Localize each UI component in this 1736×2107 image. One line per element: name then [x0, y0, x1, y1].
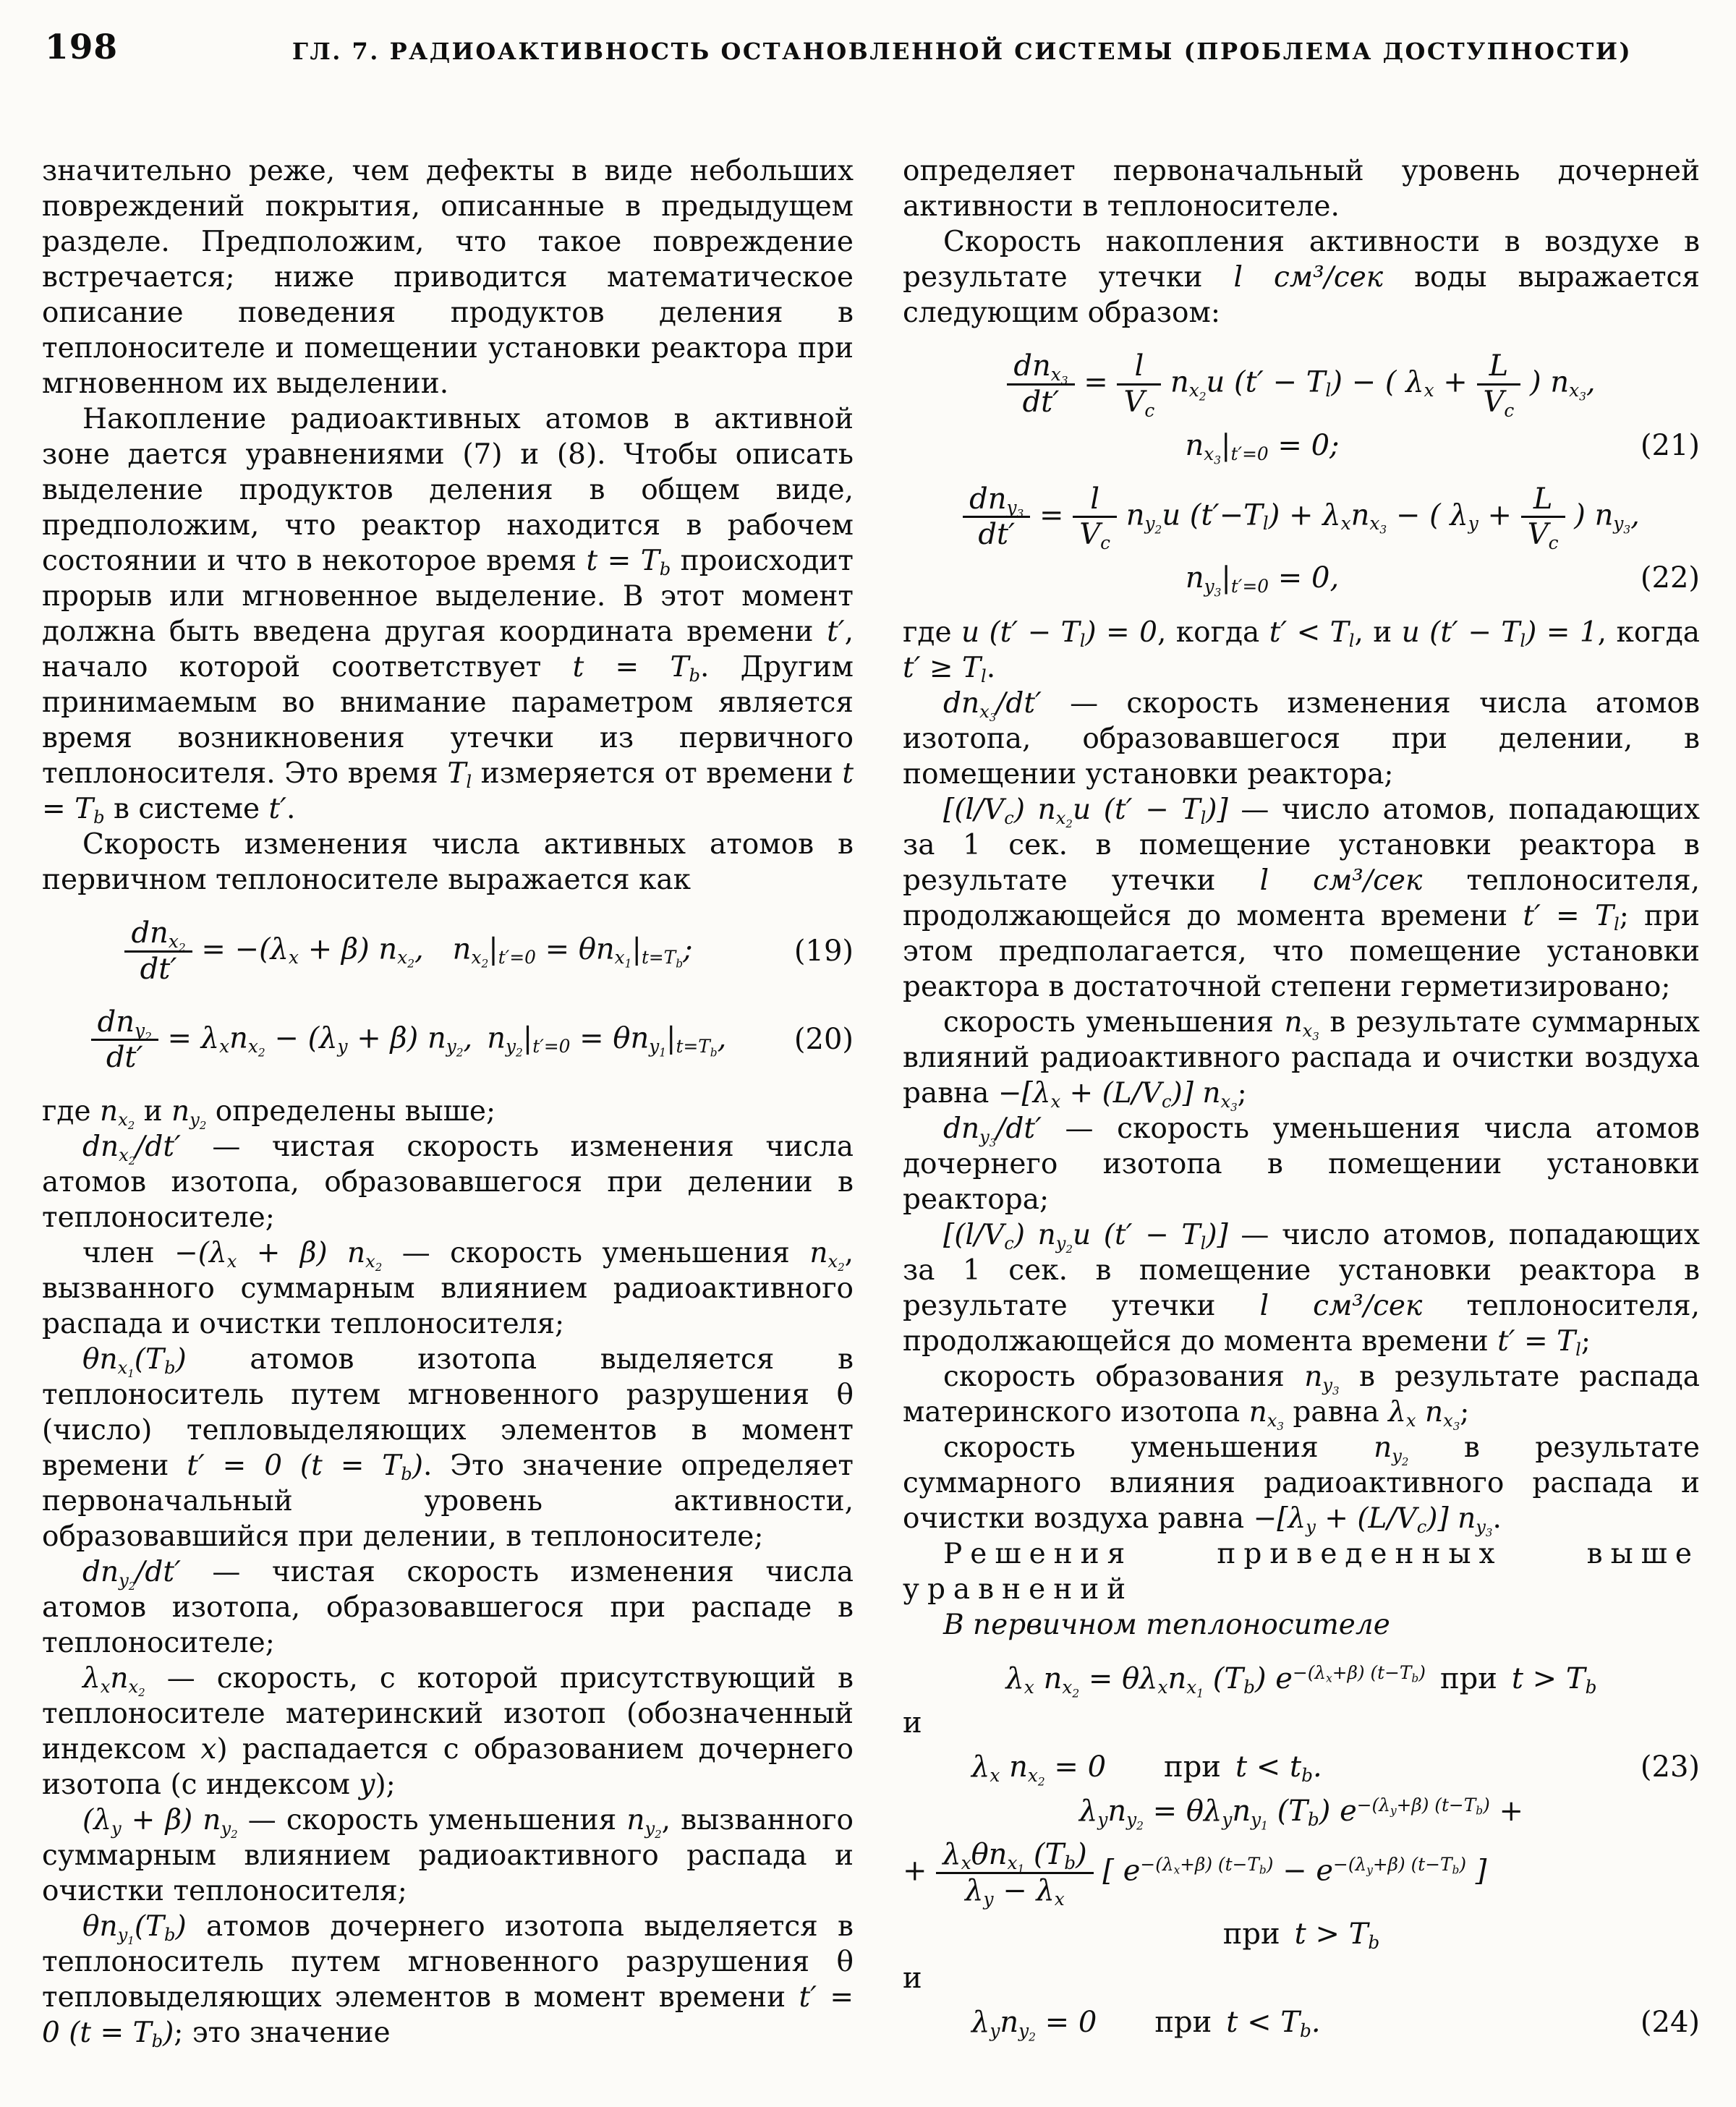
equation-19	[42, 916, 854, 987]
right-column	[903, 153, 1700, 2059]
equation-line: + $\frac{\lambda_x\theta n_{x_1} (T_b)}{\lambda_y - \lambda_x}$ [ $e^{-(\lambda_x+\beta) (t-T_b)} - e^{-(\lambda_y+\beta) (t-T_b)}$ ]	[903, 1838, 1487, 1910]
paragraph: Решения приведенных выше уравнений	[903, 1538, 1700, 1606]
equation-line: и	[903, 1961, 922, 1995]
equation-21	[903, 349, 1700, 467]
equation-20	[42, 1005, 854, 1076]
paragraph: член $-(\lambda_x + \beta)$ $n_{x_2}$ — скорость уменьшения $n_{x_2}$, вызванного суммарным влиянием радиоактивного распада и очистки теплоносителя;	[42, 1237, 854, 1341]
equation-line: $\lambda_x$ $n_{x_2} = \theta\lambda_xn_{x_1}$ $(T_b)$ $e^{-(\lambda_x+\beta) (t-T_b)}$ при $t > T_b$	[1005, 1661, 1597, 1701]
paragraph: [$(l/V_c)$ $n_{x_2}u$ $(t' - T_l)$] — число атомов, попадающих за 1 сек. в помещение установки реактора в результате утечки l см³/сек теплоносителя, продолжающейся до момента времени $t' = T_l$; при этом предполагается, что помещение установки реактора в достаточной степени герметизировано;	[903, 793, 1700, 1004]
paragraph: скорость уменьшения $n_{x_3}$ в результате суммарных влияний радиоактивного распада и очистки воздуха равна $-[\lambda_x + (L/V_c)]$ $n_{x_3}$;	[903, 1006, 1701, 1115]
paragraph: $dn_{x_3}/dt'$ — скорость изменения числа атомов изотопа, образовавшегося при делении, в помещении установки реактора;	[903, 687, 1700, 791]
paragraph: $dn_{x_2}/dt'$ — чистая скорость изменения числа атомов изотопа, образовавшегося при делении в теплоносителе;	[42, 1131, 854, 1235]
paragraph: значительно реже, чем дефекты в виде небольших повреждений покрытия, описанные в предыдущем разделе. Предположим, что такое повреждение встречается; ниже приводится математическое описание поведения продуктов деления в теплоносителе и помещении установки реактора при мгновенном их выделении.	[42, 155, 854, 400]
paragraph: где $n_{x_2}$ и $n_{y_2}$ определены выше;	[42, 1095, 496, 1133]
paragraph: Скорость накопления активности в воздухе в результате утечки l см³/сек воды выражается следующим образом:	[903, 226, 1700, 329]
equation-number: (22)	[1640, 561, 1700, 595]
equation-line: $\frac{dn_{x_3}}{dt'}$ = $\frac{l}{V_c}$ $n_{x_2}u$ $(t' - T_l)$ − ( $\lambda_x$ + $\frac{L}{V_c}$ ) $n_{x_3}$,	[903, 349, 1700, 420]
paragraph: [$(l/V_c)$ $n_{y_2}u$ $(t' - T_l)$] — число атомов, попадающих за 1 сек. в помещение установки реактора в результате утечки l см³/сек теплоносителя, продолжающейся до момента времени $t' = T_l$;	[903, 1219, 1700, 1360]
paragraph: $dn_{y_2}/dt'$ — чистая скорость изменения числа атомов изотопа, образовавшегося при распаде в теплоносителе;	[42, 1556, 854, 1660]
paragraph: $(\lambda_y + \beta)$ $n_{y_2}$ — скорость уменьшения $n_{y_2}$, вызванного суммарным влиянием радиоактивного распада и очистки теплоносителя;	[42, 1804, 854, 1908]
paragraph: $dn_{y_3}/dt'$ — скорость уменьшения числа атомов дочернего изотопа в помещении установки реактора;	[903, 1112, 1700, 1217]
paragraph: Накопление радиоактивных атомов в активной зоне дается уравнениями (7) и (8). Чтобы описать выделение продуктов деления в общем виде, предположим, что реактор находится в рабочем состоянии и что в некоторое время $t = T_b$ происходит прорыв или мгновенное выделение. В этот момент должна быть введена другая координата времени t′, начало которой соответствует $t = T_b$. Другим принимаемым во внимание параметром является время возникновения утечки из первичного теплоносителя. Это время $T_l$ измеряется от времени $t = T_b$ в системе t′.	[42, 403, 854, 827]
equation-23-24	[903, 1661, 1700, 2044]
equation-number: (19)	[793, 934, 854, 968]
paragraph: определяет первоначальный уровень дочерней активности в теплоносителе.	[903, 155, 1700, 223]
equation-line: $n_{x_3}|_{t'=0} = 0$; (21)	[1185, 428, 1700, 467]
left-column	[42, 153, 854, 2051]
paragraph: Скорость изменения числа активных атомов в первичном теплоносителе выражается как	[42, 828, 854, 896]
equation-line: при $t > T_b$	[1222, 1917, 1380, 1953]
paragraph: $\theta n_{x_1}(T_b)$ атомов изотопа выделяется в теплоноситель путем мгновенного разрушения θ (число) тепловыделяющих элементов в момент времени t′ = 0 $(t = T_b)$. Это значение определяет первоначальный уровень активности, образовавшийся при делении, в теплоносителе;	[42, 1343, 854, 1554]
equation-line: $\frac{dn_{y_3}}{dt'}$ = $\frac{l}{V_c}$ $n_{y_2}u$ $(t'-T_l) + \lambda_xn_{x_3}$ − ( $\lambda_y$ + $\frac{L}{V_c}$ ) $n_{y_3}$,	[903, 482, 1700, 553]
equation-line: и	[903, 1706, 922, 1740]
running-header: ГЛ. 7. РАДИОАКТИВНОСТЬ ОСТАНОВЛЕННОЙ СИСТЕМЫ (ПРОБЛЕМА ДОСТУПНОСТИ)	[292, 38, 1633, 65]
equation-line: $\frac{dn_{y_2}}{dt'}$ = $\lambda_xn_{x_2} - (\lambda_y + \beta)$ $n_{y_2}$, $n_{y_2}|_{t'=0} = \theta n_{y_1}|_{t=T_b}$, (20)	[42, 1005, 854, 1076]
equation-number: (20)	[793, 1023, 854, 1057]
paragraph: $\lambda_xn_{x_2}$ — скорость, с которой присутствующий в теплоносителе материнский изотоп (обозначенный индексом x) распадается с образованием дочернего изотопа (с индексом y);	[42, 1662, 854, 1802]
equation-line: $\lambda_yn_{y_2} = \theta\lambda_yn_{y_1}$ $(T_b) e^{-(\lambda_y+\beta) (t-T_b)}$ +	[1078, 1794, 1524, 1833]
paragraph: В первичном теплоносителе	[943, 1609, 1390, 1642]
paragraph: скорость уменьшения $n_{y_2}$ в результате суммарного влияния радиоактивного распада и очистки воздуха равна $-[\lambda_y + (L/V_c)]$ $n_{y_3}$.	[903, 1431, 1700, 1540]
equation-line: $\lambda_yn_{y_2} = 0$ при $t < T_b$. (24)	[971, 2005, 1700, 2044]
paragraph: $\theta n_{y_1}(T_b)$ атомов дочернего изотопа выделяется в теплоноситель путем мгновенного разрушения θ тепловыделяющих элементов в момент времени t′ = 0 $(t = T_b)$; это значение	[42, 1910, 854, 2051]
paragraph: где u $(t' - T_l) = 0$, когда $t' < T_l$, и u $(t' - T_l) = 1$, когда $t' \ge T_l$.	[903, 616, 1701, 686]
equation-line: $\frac{dn_{x_2}}{dt'}$ = $-(\lambda_x + \beta)$ $n_{x_2}$, $n_{x_2}|_{t'=0} = \theta n_{x_1}|_{t=T_b}$; (19)	[42, 916, 854, 987]
equation-line: $n_{y_3}|_{t'=0} = 0$, (22)	[1185, 561, 1700, 600]
equation-number: (23)	[1640, 1750, 1700, 1784]
paragraph: скорость образования $n_{y_3}$ в результате распада материнского изотопа $n_{x_3}$ равна $\lambda_x$ $n_{x_3}$;	[903, 1361, 1700, 1434]
equation-number: (24)	[1640, 2005, 1700, 2039]
page-number: 198	[45, 27, 119, 67]
equation-number: (21)	[1640, 428, 1700, 462]
equation-22	[903, 482, 1700, 600]
equation-line: $\lambda_x$ $n_{x_2} = 0$ при $t < t_b$. (23)	[971, 1750, 1700, 1789]
